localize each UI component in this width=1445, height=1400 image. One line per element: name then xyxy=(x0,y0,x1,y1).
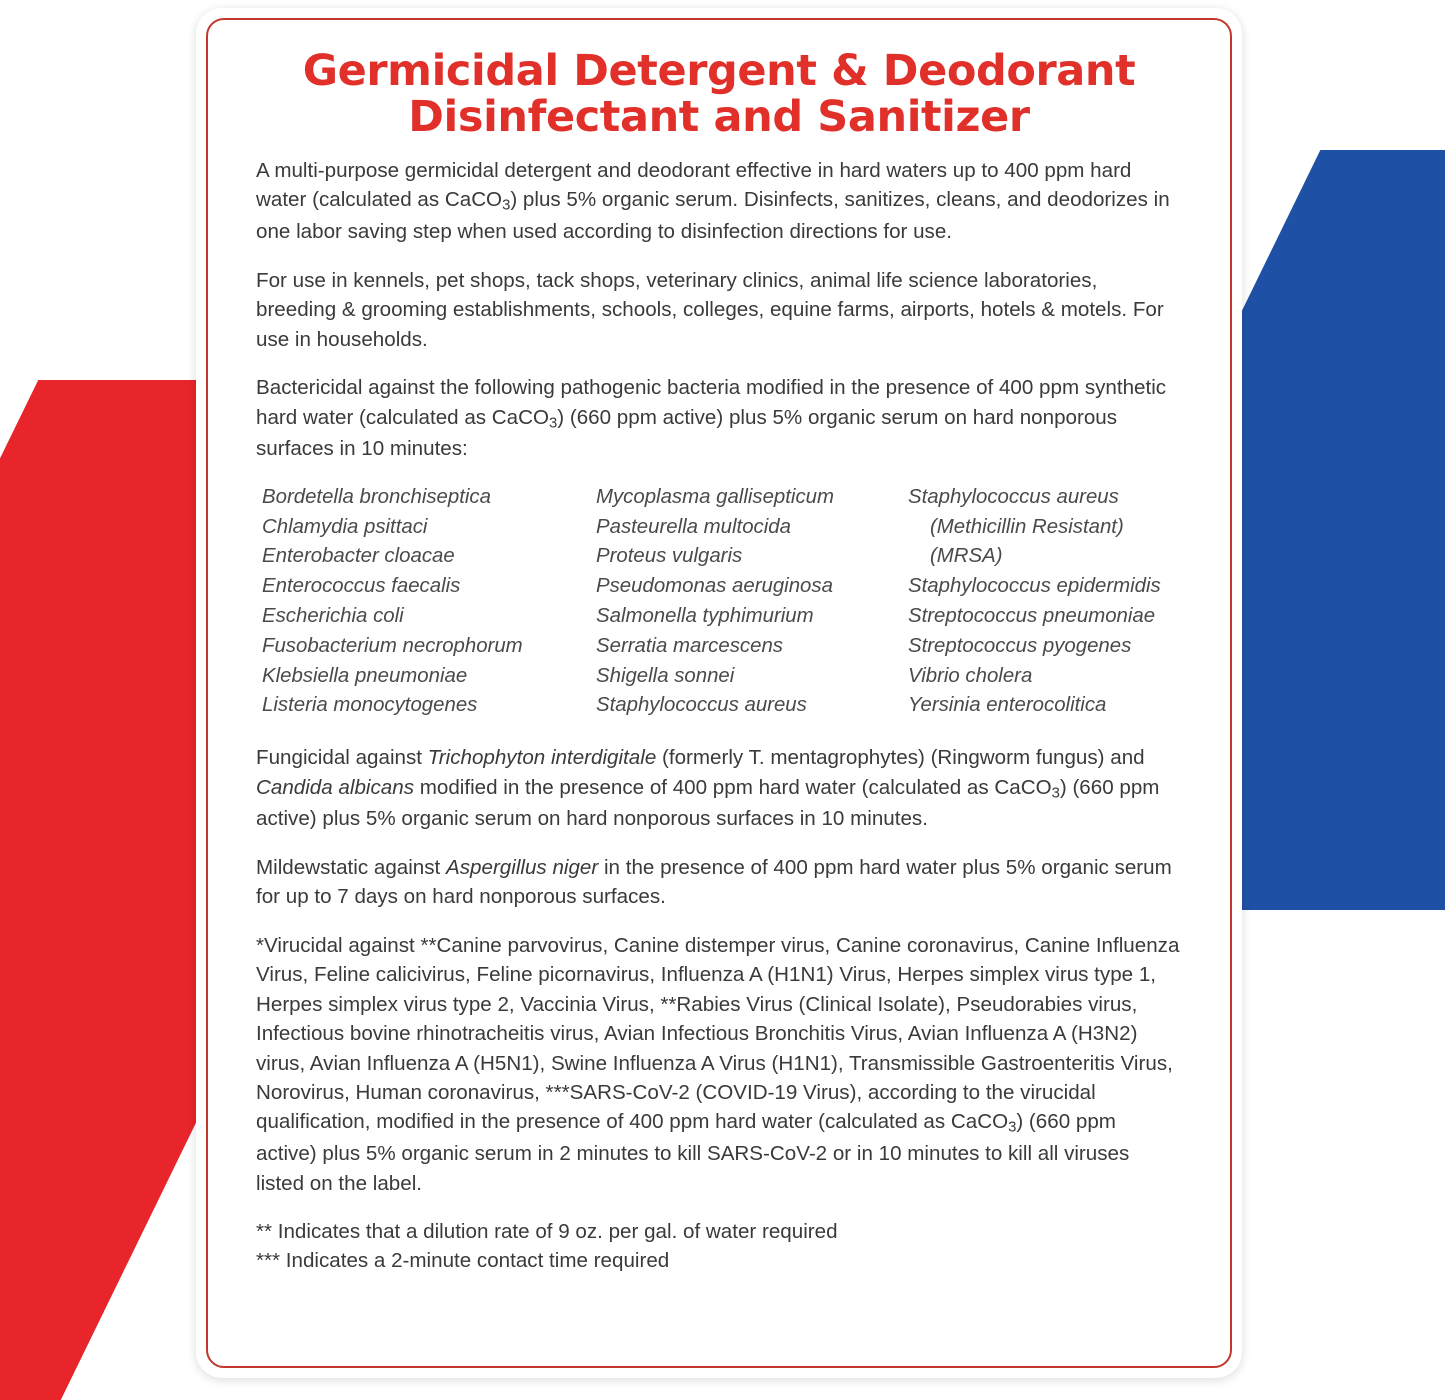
footnote-contact-time: *** Indicates a 2-minute contact time required xyxy=(256,1249,670,1273)
organism-column-1 xyxy=(262,483,596,721)
paragraph-uses: For use in kennels, pet shops, tack shops, veterinary clinics, animal life science laboratories, breeding & grooming establishments, schools, colleges, equine farms, airports, hotels & motels. For use in households. xyxy=(256,268,1164,351)
organism-item: Serratia marcescens xyxy=(596,634,783,657)
footnote-dilution-rate: ** Indicates that a dilution rate of 9 oz. per gal. of water required xyxy=(256,1220,838,1244)
paragraph-virucidal: *Virucidal against **Canine parvovirus, Canine distemper virus, Canine coronavirus, Canine Influenza Virus, Feline calicivirus, Feline picornavirus, Influenza A (H1N1) Virus, Herpes simplex virus type 1, Herpes simplex virus type 2, Vaccinia Virus, **Rabies Virus (Clinical Isolate), Pseudorabies virus, Infectious bovine rhinotracheitis virus, Avian Infectious Bronchitis Virus, Avian Influenza A (H3N2) virus, Avian Influenza A (H5N1), Swine Influenza A Virus (H1N1), Transmissible Gastroenteritis Virus, Norovirus, Human coronavirus, ***SARS-CoV-2 (COVID-19 Virus), according to the virucidal qualification, modified in the presence of 400 ppm hard water (calculated as CaCO$_3$) (660 ppm active) plus 5% organic serum in 2 minutes to kill SARS-CoV-2 or in 10 minutes to kill all viruses listed on the label. xyxy=(256,933,1180,1195)
organism-item: (MRSA) xyxy=(930,545,1003,568)
paragraph-bactericidal: Bactericidal against the following pathogenic bacteria modified in the presence of 400 ppm synthetic hard water (calculated as CaCO$_3$) (660 ppm active) plus 5% organic serum on hard nonporous surfaces in 10 minutes: xyxy=(256,376,1167,461)
organism-item: Listeria monocytogenes xyxy=(262,694,478,717)
organism-item: Streptococcus pneumoniae xyxy=(908,605,1156,627)
organism-item: Mycoplasma gallisepticum xyxy=(596,485,834,508)
organism-item: Yersinia enterocolitica xyxy=(908,694,1107,717)
organism-item: (Methicillin Resistant) xyxy=(930,515,1124,538)
organism-item: Klebsiella pneumoniae xyxy=(262,664,468,687)
organism-item: Streptococcus pyogenes xyxy=(908,634,1132,657)
organism-item: Enterobacter cloacae xyxy=(262,545,455,568)
organism-item: Chlamydia psittaci xyxy=(262,515,428,538)
organism-item: Staphylococcus epidermidis xyxy=(908,575,1161,598)
organism-item: Staphylococcus aureus xyxy=(908,485,1119,508)
label-title-line1: Germicidal Detergent & Deodorant xyxy=(302,46,1136,96)
organism-item: Vibrio cholera xyxy=(908,664,1033,687)
organism-item: Escherichia coli xyxy=(262,605,404,627)
organism-item: Pasteurella multocida xyxy=(596,515,791,538)
label-title xyxy=(256,48,1182,140)
product-label-card xyxy=(196,8,1242,1378)
paragraph-intro: A multi-purpose germicidal detergent and deodorant effective in hard waters up to 400 ppm hard water (calculated as CaCO$_3$) plus 5% organic serum. Disinfects, sanitizes, cleans, and deodorizes in one labor saving step when used according to disinfection directions for use. xyxy=(256,159,1170,244)
organism-list xyxy=(262,483,1182,721)
organism-item: Enterococcus faecalis xyxy=(262,575,461,598)
organism-item: Salmonella typhimurium xyxy=(596,605,814,627)
label-inner-border xyxy=(206,18,1232,1368)
organism-column-3 xyxy=(908,483,1208,721)
organism-item: Fusobacterium necrophorum xyxy=(262,634,523,657)
paragraph-mildewstatic: Mildewstatic against Aspergillus niger in the presence of 400 ppm hard water plus 5% organic serum for up to 7 days on hard nonporous surfaces. xyxy=(256,855,1172,909)
paragraph-fungicidal: Fungicidal against Trichophyton interdigitale (formerly T. mentagrophytes) (Ringworm fungus) and Candida albicans modified in the presence of 400 ppm hard water (calculated as CaCO$_3$) (660 ppm active) plus 5% organic serum on hard nonporous surfaces in 10 minutes. xyxy=(256,746,1160,831)
organism-item: Proteus vulgaris xyxy=(596,545,743,568)
organism-item: Shigella sonnei xyxy=(596,664,735,687)
label-title-line2: Disinfectant and Sanitizer xyxy=(408,92,1030,142)
organism-item: Bordetella bronchiseptica xyxy=(262,485,491,508)
organism-item: Staphylococcus aureus xyxy=(596,694,807,717)
organism-item: Pseudomonas aeruginosa xyxy=(596,575,833,598)
organism-column-2 xyxy=(596,483,908,721)
footnotes xyxy=(256,1217,1182,1275)
